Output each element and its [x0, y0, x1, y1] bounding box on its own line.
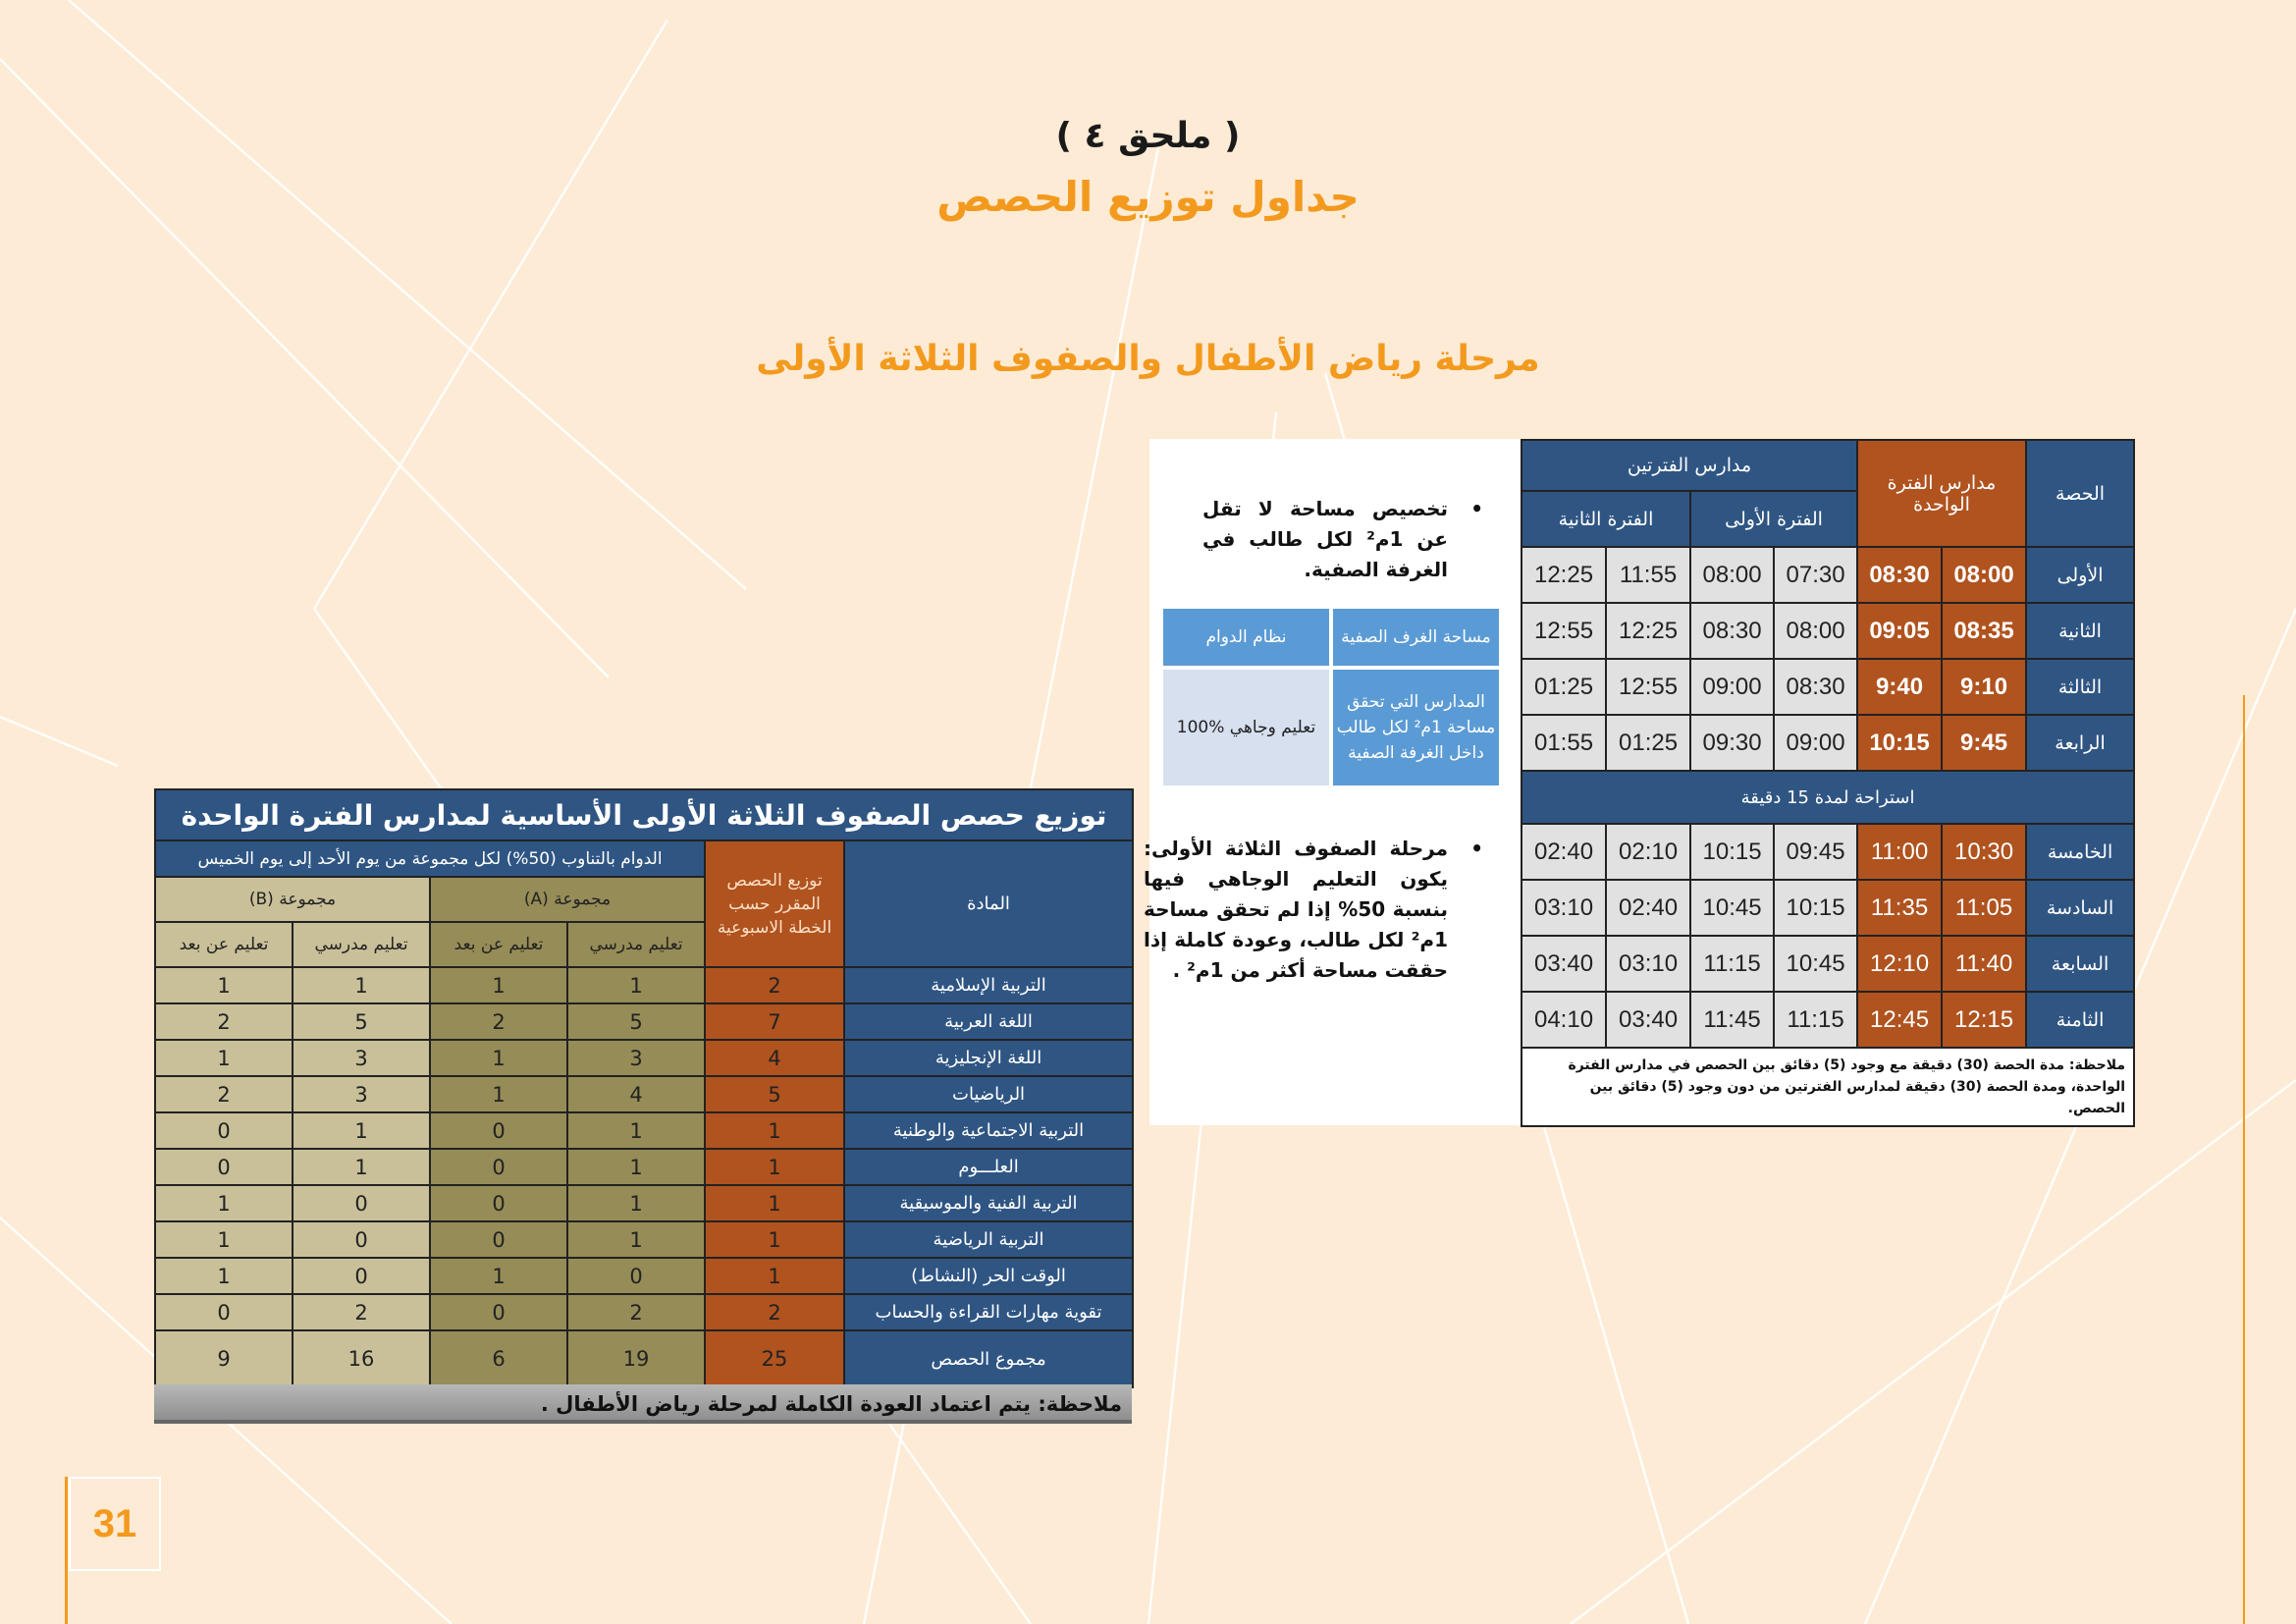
bullet-primary-grades: • مرحلة الصفوف الثلاثة الأولى: يكون التعليم الوجاهي فيها بنسبة 50% إذا لم تحقق مساحة 1م² لكل طالب، وعودة كاملة إذا حققت مساحة أكثر من 1م² . — [1144, 834, 1448, 986]
double-shift-time: 11:55 — [1606, 547, 1690, 603]
double-shift-time: 12:25 — [1606, 603, 1690, 659]
plan-count: 2 — [705, 967, 844, 1003]
subject-row — [155, 1221, 1133, 1258]
double-shift-time: 02:40 — [1606, 880, 1690, 936]
double-shift-time: 11:45 — [1690, 992, 1774, 1048]
mini-header-area: مساحة الغرف الصفية — [1333, 609, 1499, 666]
a-school-count: 0 — [567, 1258, 705, 1294]
subject-name: التربية الفنية والموسيقية — [844, 1185, 1133, 1221]
double-shift-time: 01:55 — [1522, 715, 1606, 771]
schedule-table — [1521, 439, 2135, 1127]
right-accent-line — [2243, 695, 2245, 1624]
a-remote-count: 0 — [430, 1149, 567, 1185]
a-remote-count: 1 — [430, 1040, 567, 1076]
double-shift-time: 09:00 — [1690, 659, 1774, 715]
b-school-count: 16 — [293, 1330, 430, 1387]
double-shift-time: 08:00 — [1774, 603, 1857, 659]
single-shift-time: 08:30 — [1857, 547, 1942, 603]
period-name: الثالثة — [2026, 659, 2134, 715]
single-shift-time: 08:35 — [1942, 603, 2026, 659]
kindergarten-note: ملاحظة: يتم اعتماد العودة الكاملة لمرحلة رياض الأطفال . — [154, 1384, 1132, 1424]
header-group-b: مجموعة (B) — [155, 877, 430, 922]
header-first-shift: الفترة الأولى — [1690, 491, 1857, 547]
double-shift-time: 03:10 — [1522, 880, 1606, 936]
double-shift-time: 08:30 — [1690, 603, 1774, 659]
double-shift-time: 02:40 — [1522, 824, 1606, 880]
header-period: الحصة — [2026, 440, 2134, 547]
schedule-row — [1522, 824, 2134, 880]
double-shift-time: 03:40 — [1522, 936, 1606, 992]
single-shift-time: 11:35 — [1857, 880, 1942, 936]
schedule-row — [1522, 547, 2134, 603]
period-name: الأولى — [2026, 547, 2134, 603]
single-shift-time: 12:45 — [1857, 992, 1942, 1048]
a-remote-count: 1 — [430, 1258, 567, 1294]
b-school-count: 5 — [293, 1003, 430, 1040]
double-shift-time: 08:30 — [1774, 659, 1857, 715]
subject-row — [155, 1003, 1133, 1040]
plan-count: 4 — [705, 1040, 844, 1076]
subject-row — [155, 1149, 1133, 1185]
b-school-count: 0 — [293, 1221, 430, 1258]
single-shift-time: 12:15 — [1942, 992, 2026, 1048]
double-shift-time: 10:45 — [1774, 936, 1857, 992]
subject-name: التربية الإسلامية — [844, 967, 1133, 1003]
period-name: الثامنة — [2026, 992, 2134, 1048]
a-school-count: 5 — [567, 1003, 705, 1040]
plan-count: 1 — [705, 1258, 844, 1294]
single-shift-time: 11:00 — [1857, 824, 1942, 880]
subject-name: التربية الاجتماعية والوطنية — [844, 1112, 1133, 1149]
b-remote-count: 1 — [155, 1040, 293, 1076]
header-rotation: الدوام بالتناوب (50%) لكل مجموعة من يوم الأحد إلى يوم الخميس — [155, 840, 705, 877]
b-remote-count: 9 — [155, 1330, 293, 1387]
single-shift-time: 11:40 — [1942, 936, 2026, 992]
double-shift-time: 08:00 — [1690, 547, 1774, 603]
b-remote-count: 2 — [155, 1076, 293, 1112]
b-school-count: 1 — [293, 1112, 430, 1149]
plan-count: 1 — [705, 1112, 844, 1149]
plan-count: 5 — [705, 1076, 844, 1112]
b-remote-count: 0 — [155, 1294, 293, 1330]
mini-area-value: المدارس التي تحقق مساحة 1م² لكل طالب داخل الغرفة الصفية — [1333, 670, 1499, 785]
schedule-row — [1522, 880, 2134, 936]
period-name: الثانية — [2026, 603, 2134, 659]
period-name: الخامسة — [2026, 824, 2134, 880]
a-remote-count: 0 — [430, 1185, 567, 1221]
schedule-row — [1522, 659, 2134, 715]
header-b-remote: تعليم عن بعد — [155, 922, 293, 967]
period-name: الرابعة — [2026, 715, 2134, 771]
schedule-row — [1522, 936, 2134, 992]
subject-name: الرياضيات — [844, 1076, 1133, 1112]
b-remote-count: 0 — [155, 1112, 293, 1149]
a-school-count: 1 — [567, 1185, 705, 1221]
header-b-school: تعليم مدرسي — [293, 922, 430, 967]
mini-system-value: تعليم وجاهي %100 — [1163, 670, 1329, 785]
double-shift-time: 11:15 — [1774, 992, 1857, 1048]
subject-row — [155, 1112, 1133, 1149]
appendix-label: ( ملحق ٤ ) — [1055, 116, 1241, 156]
distribution-table — [154, 788, 1134, 1388]
b-school-count: 1 — [293, 967, 430, 1003]
header-second-shift: الفترة الثانية — [1522, 491, 1690, 547]
bullet-area-requirement: • تخصيص مساحة لا تقل عن 1م² لكل طالب في الغرفة الصفية. — [1202, 494, 1448, 585]
double-shift-time: 09:45 — [1774, 824, 1857, 880]
header-single-shift: مدارس الفترة الواحدة — [1857, 440, 2026, 547]
b-school-count: 3 — [293, 1076, 430, 1112]
single-shift-time: 12:10 — [1857, 936, 1942, 992]
double-shift-time: 12:25 — [1522, 547, 1606, 603]
plan-count: 2 — [705, 1294, 844, 1330]
plan-count: 1 — [705, 1185, 844, 1221]
subject-row — [155, 1040, 1133, 1076]
subject-name: اللغة العربية — [844, 1003, 1133, 1040]
b-remote-count: 1 — [155, 967, 293, 1003]
page-title: جداول توزيع الحصص — [936, 173, 1360, 221]
double-shift-time: 12:55 — [1522, 603, 1606, 659]
classroom-area-table — [1159, 605, 1503, 789]
double-shift-time: 12:55 — [1606, 659, 1690, 715]
header-subject: المادة — [844, 840, 1133, 967]
subject-row — [155, 1185, 1133, 1221]
schedule-row — [1522, 715, 2134, 771]
double-shift-time: 03:40 — [1606, 992, 1690, 1048]
plan-count: 25 — [705, 1330, 844, 1387]
a-school-count: 4 — [567, 1076, 705, 1112]
header-group-a: مجموعة (A) — [430, 877, 705, 922]
subject-row — [155, 967, 1133, 1003]
subject-row — [155, 1258, 1133, 1294]
schedule-row — [1522, 992, 2134, 1048]
double-shift-time: 03:10 — [1606, 936, 1690, 992]
double-shift-time: 01:25 — [1606, 715, 1690, 771]
section-title: مرحلة رياض الأطفال والصفوف الثلاثة الأولى — [756, 339, 1540, 379]
a-remote-count: 0 — [430, 1221, 567, 1258]
a-school-count: 2 — [567, 1294, 705, 1330]
a-remote-count: 2 — [430, 1003, 567, 1040]
a-remote-count: 1 — [430, 1076, 567, 1112]
subject-name: العلـــوم — [844, 1149, 1133, 1185]
double-shift-time: 10:15 — [1690, 824, 1774, 880]
header-a-school: تعليم مدرسي — [567, 922, 705, 967]
single-shift-time: 08:00 — [1942, 547, 2026, 603]
a-remote-count: 1 — [430, 967, 567, 1003]
header-a-remote: تعليم عن بعد — [430, 922, 567, 967]
subject-row — [155, 1294, 1133, 1330]
a-school-count: 1 — [567, 1112, 705, 1149]
header-plan: توزيع الحصص المقرر حسب الخطة الاسبوعية — [705, 840, 844, 967]
plan-count: 1 — [705, 1149, 844, 1185]
b-remote-count: 1 — [155, 1185, 293, 1221]
b-remote-count: 1 — [155, 1221, 293, 1258]
subject-name: مجموع الحصص — [844, 1330, 1133, 1387]
plan-count: 1 — [705, 1221, 844, 1258]
b-school-count: 3 — [293, 1040, 430, 1076]
subject-name: التربية الرياضية — [844, 1221, 1133, 1258]
a-school-count: 1 — [567, 1221, 705, 1258]
a-school-count: 19 — [567, 1330, 705, 1387]
subject-name: تقوية مهارات القراءة والحساب — [844, 1294, 1133, 1330]
double-shift-time: 10:15 — [1774, 880, 1857, 936]
b-school-count: 2 — [293, 1294, 430, 1330]
single-shift-time: 9:10 — [1942, 659, 2026, 715]
page-number: 31 — [69, 1477, 161, 1571]
a-school-count: 3 — [567, 1040, 705, 1076]
double-shift-time: 09:00 — [1774, 715, 1857, 771]
a-school-count: 1 — [567, 1149, 705, 1185]
b-remote-count: 1 — [155, 1258, 293, 1294]
total-row — [155, 1330, 1133, 1387]
plan-count: 7 — [705, 1003, 844, 1040]
double-shift-time: 10:45 — [1690, 880, 1774, 936]
double-shift-time: 04:10 — [1522, 992, 1606, 1048]
b-school-count: 0 — [293, 1185, 430, 1221]
single-shift-time: 9:40 — [1857, 659, 1942, 715]
subject-name: اللغة الإنجليزية — [844, 1040, 1133, 1076]
header-double-shift: مدارس الفترتين — [1522, 440, 1857, 491]
a-remote-count: 6 — [430, 1330, 567, 1387]
schedule-row — [1522, 603, 2134, 659]
subject-row — [155, 1076, 1133, 1112]
single-shift-time: 11:05 — [1942, 880, 2026, 936]
guidelines-panel — [1144, 439, 1522, 1125]
b-remote-count: 2 — [155, 1003, 293, 1040]
period-name: السادسة — [2026, 880, 2134, 936]
double-shift-time: 09:30 — [1690, 715, 1774, 771]
b-school-count: 0 — [293, 1258, 430, 1294]
single-shift-time: 10:30 — [1942, 824, 2026, 880]
double-shift-time: 11:15 — [1690, 936, 1774, 992]
distribution-title: توزيع حصص الصفوف الثلاثة الأولى الأساسية لمدارس الفترة الواحدة — [155, 789, 1133, 840]
mini-header-system: نظام الدوام — [1163, 609, 1329, 666]
single-shift-time: 10:15 — [1857, 715, 1942, 771]
period-name: السابعة — [2026, 936, 2134, 992]
a-school-count: 1 — [567, 967, 705, 1003]
double-shift-time: 07:30 — [1774, 547, 1857, 603]
subject-name: الوقت الحر (النشاط) — [844, 1258, 1133, 1294]
b-school-count: 1 — [293, 1149, 430, 1185]
a-remote-count: 0 — [430, 1112, 567, 1149]
double-shift-time: 02:10 — [1606, 824, 1690, 880]
single-shift-time: 09:05 — [1857, 603, 1942, 659]
double-shift-time: 01:25 — [1522, 659, 1606, 715]
left-accent-line — [65, 1477, 68, 1624]
schedule-note: ملاحظة: مدة الحصة (30) دقيقة مع وجود (5) دقائق بين الحصص في مدارس الفترة الواحدة، ومدة الحصة (30) دقيقة لمدارس الفترتين من دون وجود (5) دقائق بين الحصص. — [1522, 1048, 2134, 1126]
single-shift-time: 9:45 — [1942, 715, 2026, 771]
b-remote-count: 0 — [155, 1149, 293, 1185]
a-remote-count: 0 — [430, 1294, 567, 1330]
break-row: استراحة لمدة 15 دقيقة — [1522, 771, 2134, 824]
